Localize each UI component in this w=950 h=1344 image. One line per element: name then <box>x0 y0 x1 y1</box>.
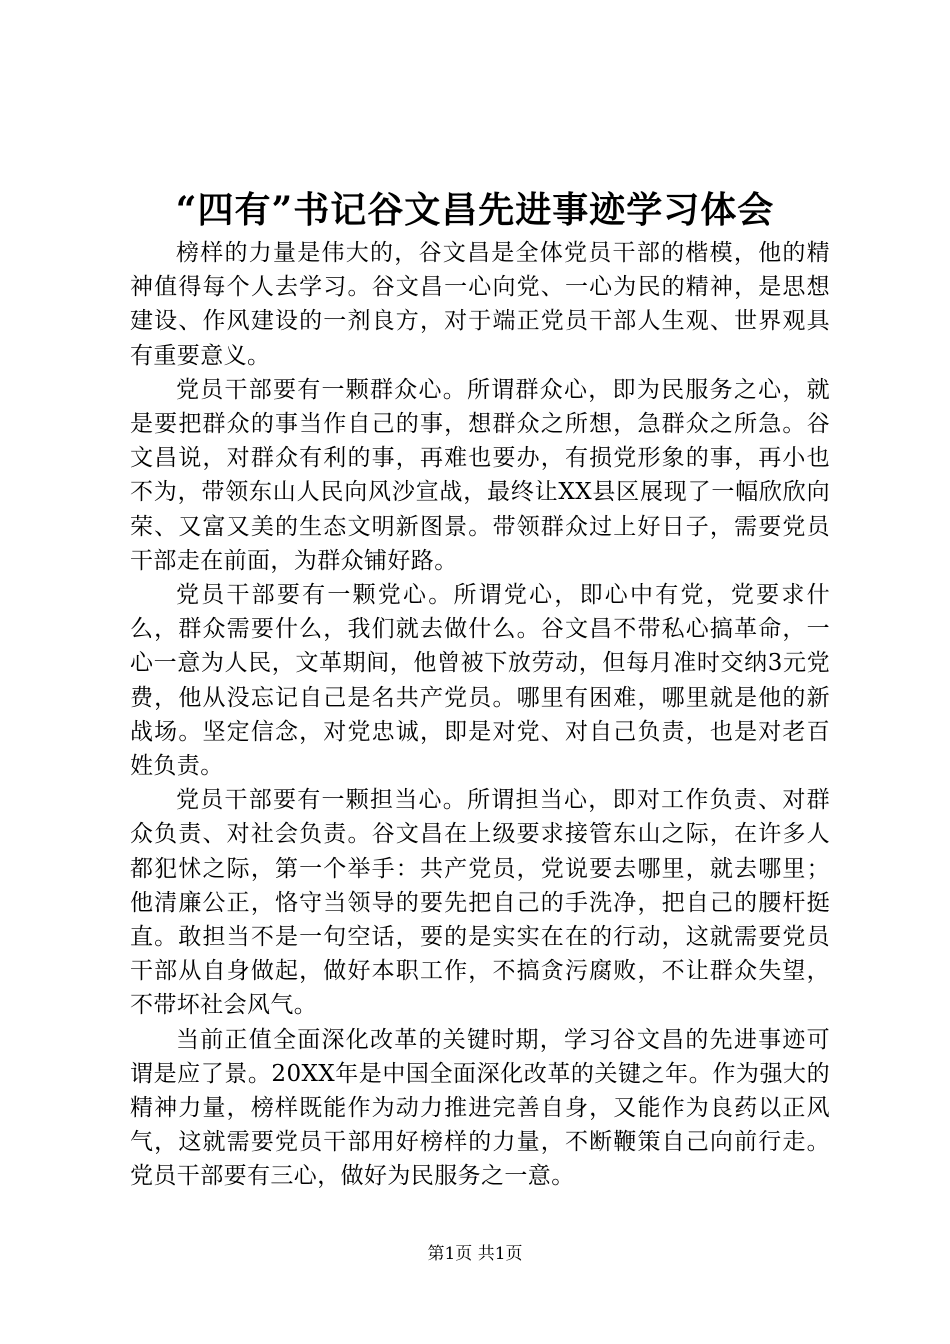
page-footer: 第1页 共1页 <box>427 1244 523 1264</box>
paragraph-conclusion: 当前正值全面深化改革的关键时期，学习谷文昌的先进事迹可谓是应了景。20XX年是中国全面深化改革的关键之年。作为强大的精神力量，榜样既能作为动力推进完善自身，又能作为良药以正风气，这就需要党员干部用好榜样的力量，不断鞭策自己向前行走。党员干部要有三心，做好为民服务之一意。 <box>130 1026 830 1190</box>
paragraph-mass-heart: 党员干部要有一颗群众心。所谓群众心，即为民服务之心，就是要把群众的事当作自己的事，想群众之所想，急群众之所急。谷文昌说，对群众有利的事，再难也要办，有损党形象的事，再小也不为，带领东山人民向风沙宣战，最终让XX县区展现了一幅欣欣向荣、又富又美的生态文明新图景。带领群众过上好日子，需要党员干部走在前面，为群众铺好路。 <box>130 376 830 574</box>
document-title: “四有”书记谷文昌先进事迹学习体会 <box>175 189 775 231</box>
paragraph-party-heart: 党员干部要有一颗党心。所谓党心，即心中有党，党要求什么，群众需要什么，我们就去做什么。谷文昌不带私心搞革命，一心一意为人民，文革期间，他曾被下放劳动，但每月准时交纳3元党费，他从没忘记自己是名共产党员。哪里有困难，哪里就是他的新战场。坚定信念，对党忠诚，即是对党、对自己负责，也是对老百姓负责。 <box>130 582 830 780</box>
paragraph-intro: 榜样的力量是伟大的，谷文昌是全体党员干部的楷模，他的精神值得每个人去学习。谷文昌一心向党、一心为民的精神，是思想建设、作风建设的一剂良方，对于端正党员干部人生观、世界观具有重要意义。 <box>130 240 830 369</box>
paragraph-responsibility-heart: 党员干部要有一颗担当心。所谓担当心，即对工作负责、对群众负责、对社会负责。谷文昌在上级要求接管东山之际，在许多人都犯怵之际，第一个举手：共产党员，党说要去哪里，就去哪里；他清廉公正，恪守当领导的要先把自己的手洗净，把自己的腰杆挺直。敢担当不是一句空话，要的是实实在在的行动，这就需要党员干部从自身做起，做好本职工作，不搞贪污腐败，不让群众失望，不带坏社会风气。 <box>130 787 830 1019</box>
document-body <box>130 236 830 1194</box>
